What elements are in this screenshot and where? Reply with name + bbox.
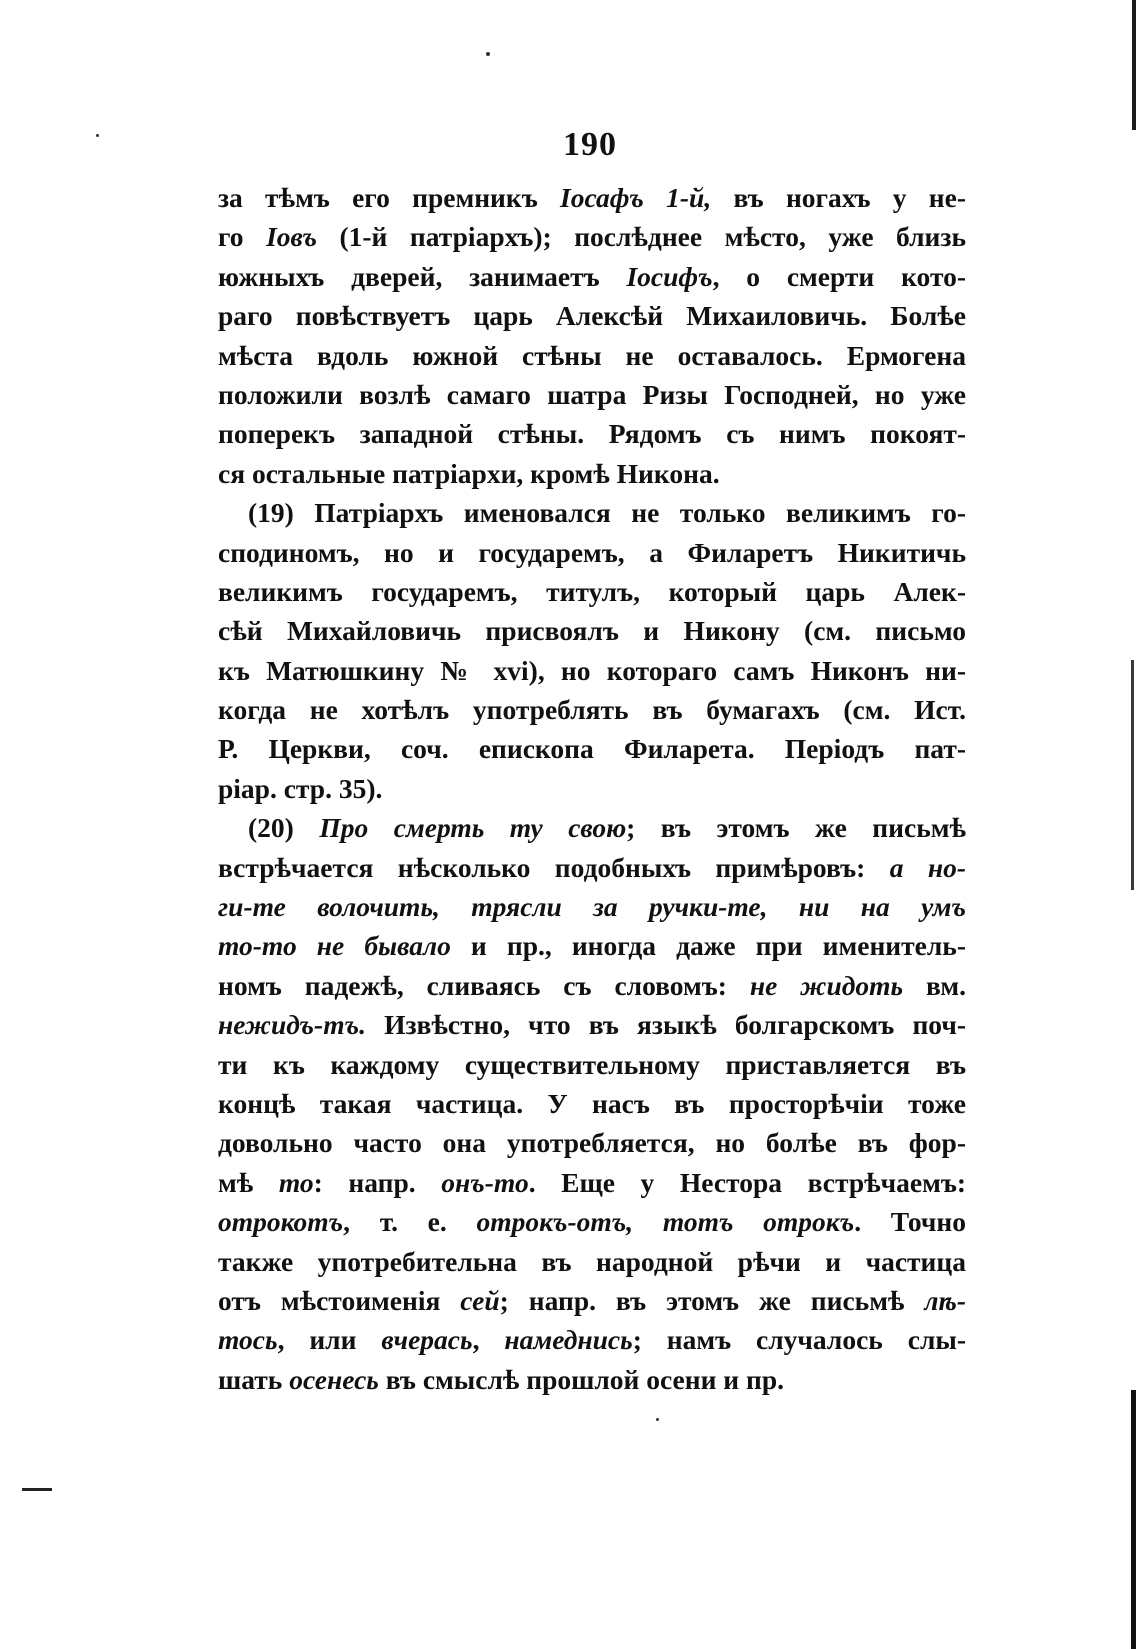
text-run: когда не хотѣлъ употреблять въ бумагахъ (см. Ист. (218, 694, 966, 726)
text-line (218, 493, 966, 532)
text-run: , т. е. (343, 1206, 477, 1238)
text-run: сѣй Михайловичь присвоялъ и Никону (см. письмо (218, 615, 966, 647)
italic-text: сей (460, 1284, 500, 1316)
italic-text: лѣ- (924, 1284, 966, 1316)
italic-text: Про смерть ту свою (319, 812, 627, 844)
text-run: также употребительна въ народной рѣчи и частица (218, 1245, 966, 1277)
italic-text: Іосифъ (626, 260, 713, 292)
text-run: къ Матюшкину № xvi), но котораго самъ Никонъ ни- (218, 654, 966, 686)
italic-text: ги-те волочить, трясли за ручки-те, ни на умъ (218, 891, 966, 923)
text-line (218, 375, 966, 414)
scan-edge-shadow (1131, 660, 1134, 890)
text-run: положили возлѣ самаго шатра Ризы Господней, но уже (218, 378, 966, 410)
page-number: 190 (563, 126, 617, 163)
text-line (218, 414, 966, 453)
scan-edge-shadow (1132, 0, 1136, 130)
text-run: отъ мѣстоименія (218, 1284, 461, 1316)
text-run: ; въ этомъ же письмѣ (626, 812, 966, 844)
scan-edge-shadow (1131, 1390, 1136, 1649)
text-run: ; напр. въ этомъ же письмѣ (499, 1284, 925, 1316)
text-run: шать (218, 1363, 290, 1395)
text-run: номъ падежѣ, сливаясь съ словомъ: (218, 969, 750, 1001)
text-line (218, 257, 966, 296)
footnotes-text (218, 178, 966, 1399)
text-run: . Точно (854, 1206, 967, 1238)
text-line (218, 926, 966, 965)
text-line (218, 848, 966, 887)
italic-text: тось (218, 1324, 278, 1356)
text-line (218, 1202, 966, 1241)
italic-text: не жидоть (749, 969, 904, 1001)
text-run: , или (277, 1324, 382, 1356)
text-run: довольно часто она употребляется, но болѣе въ фор- (218, 1127, 966, 1159)
text-line (218, 808, 966, 847)
text-line (218, 611, 966, 650)
italic-text: а но- (889, 851, 966, 883)
text-run: сподиномъ, но и государемъ, а Филаретъ Никитичь (218, 536, 966, 568)
text-run: поперекъ западной стѣны. Рядомъ съ нимъ покоят- (218, 418, 966, 450)
italic-text: Іовъ (266, 221, 317, 253)
text-run: великимъ государемъ, титулъ, который царь Алек- (218, 575, 966, 607)
text-line (218, 572, 966, 611)
text-line (218, 454, 966, 493)
scan-speck (96, 134, 99, 137)
text-line (218, 690, 966, 729)
italic-text: осенесь (289, 1363, 379, 1395)
text-line (218, 1320, 966, 1359)
text-line (218, 1242, 966, 1281)
italic-text: отрокотъ (218, 1206, 344, 1238)
italic-text: Іосафъ 1-й, (560, 182, 712, 213)
italic-text: отрокъ-отъ, тотъ отрокъ (476, 1206, 855, 1238)
scan-mark (22, 1488, 52, 1491)
text-line (218, 966, 966, 1005)
text-run: концѣ такая частица. У насъ въ просторѣчіи тоже (218, 1087, 966, 1119)
scan-speck (486, 52, 490, 56)
italic-text: нежидъ-тъ. (218, 1009, 366, 1041)
text-line (218, 178, 966, 217)
text-run: , о смерти кото- (712, 260, 966, 292)
text-line (218, 1084, 966, 1123)
text-line (218, 1360, 966, 1399)
text-run: Извѣстно, что въ языкѣ болгарскомъ поч- (365, 1009, 966, 1041)
text-run: (19) Патріархъ именовался не только великимъ го- (248, 497, 966, 529)
text-line (218, 336, 966, 375)
text-run: въ смыслѣ прошлой осени и пр. (378, 1363, 785, 1395)
text-run: встрѣчается нѣсколько подобныхъ примѣровъ: (218, 851, 890, 883)
text-run: вм. (903, 969, 966, 1001)
text-line (218, 1123, 966, 1162)
text-line (218, 1281, 966, 1320)
italic-text: то (278, 1166, 314, 1198)
italic-text: намеднись (504, 1324, 633, 1356)
text-run: ріар. стр. 35). (218, 772, 383, 804)
text-run: Р. Церкви, соч. епископа Филарета. Періодъ пат- (218, 733, 966, 765)
text-run: въ ногахъ у не- (711, 182, 966, 213)
text-run: ; намъ случалось слы- (632, 1324, 966, 1356)
text-line (218, 769, 966, 808)
text-line (218, 651, 966, 690)
text-line (218, 217, 966, 256)
text-run: : напр. (313, 1166, 442, 1198)
text-run: за тѣмъ его премникъ (218, 182, 561, 213)
text-run: мѣста вдоль южной стѣны не оставалось. Ермогена (218, 339, 966, 371)
text-line (218, 533, 966, 572)
text-run: и пр., иногда даже при именитель- (450, 930, 966, 962)
italic-text: онъ-то (441, 1166, 529, 1198)
text-run: мѣ (218, 1166, 279, 1198)
text-line (218, 1045, 966, 1084)
text-run: ся остальные патріархи, кромѣ Никона. (218, 457, 720, 489)
italic-text: то-то не бывало (218, 930, 451, 962)
text-run: ти къ каждому существительному приставляется въ (218, 1048, 966, 1080)
italic-text: вчерась (381, 1324, 473, 1356)
text-run: го (218, 221, 267, 253)
text-run: южныхъ дверей, занимаетъ (218, 260, 627, 292)
scan-speck (656, 1418, 659, 1421)
text-line (218, 296, 966, 335)
text-line (218, 887, 966, 926)
text-run: . Еще у Нестора встрѣчаемъ: (528, 1166, 967, 1198)
text-run: раго повѣствуетъ царь Алексѣй Михаиловичь. Болѣе (218, 300, 966, 332)
text-run: (1-й патріархъ); послѣднее мѣсто, уже близь (316, 221, 966, 253)
text-line (218, 729, 966, 768)
text-line (218, 1005, 966, 1044)
text-run: (20) (248, 812, 320, 844)
text-run: , (472, 1324, 505, 1356)
text-line (218, 1163, 966, 1202)
